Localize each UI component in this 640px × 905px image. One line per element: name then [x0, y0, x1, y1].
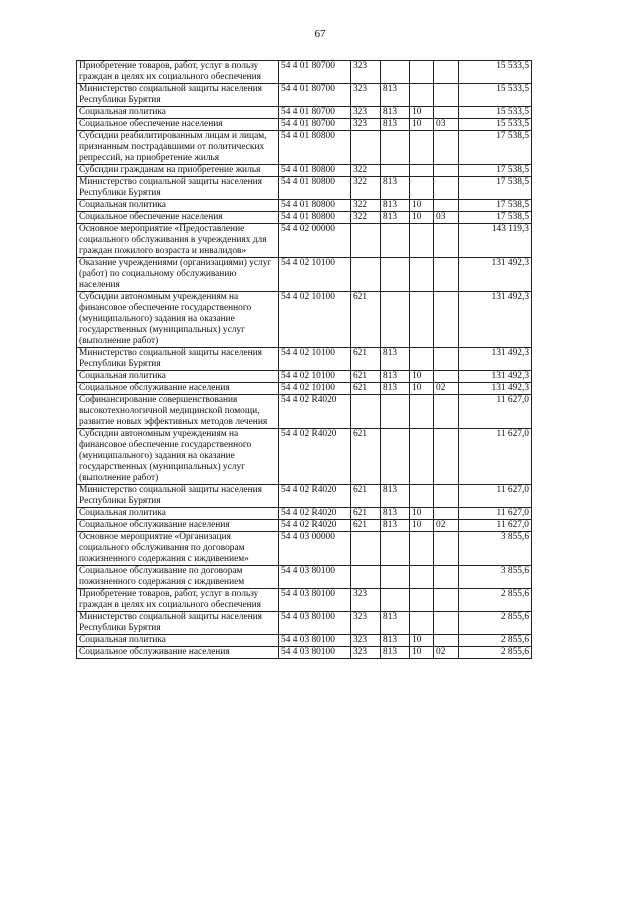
row-target-code: 54 4 03 80100 [279, 589, 351, 612]
row-subsection [434, 224, 459, 258]
row-expense-type: 323 [351, 119, 381, 131]
row-grbs: 813 [381, 520, 410, 532]
row-expense-type [351, 131, 381, 165]
row-target-code: 54 4 02 R4020 [279, 429, 351, 485]
row-grbs [381, 258, 410, 292]
row-grbs: 813 [381, 200, 410, 212]
row-section [410, 177, 434, 200]
table-row [77, 177, 532, 200]
row-subsection [434, 589, 459, 612]
row-name: Социальная политика [77, 508, 279, 520]
row-target-code: 54 4 01 80700 [279, 84, 351, 107]
row-name: Министерство социальной защиты населения Республики Бурятия [77, 177, 279, 200]
row-amount: 131 492,3 [459, 348, 532, 371]
row-subsection: 02 [434, 520, 459, 532]
table-row [77, 429, 532, 485]
row-target-code: 54 4 03 80100 [279, 566, 351, 589]
row-section [410, 131, 434, 165]
row-target-code: 54 4 03 00000 [279, 532, 351, 566]
row-grbs: 813 [381, 612, 410, 635]
table-row [77, 647, 532, 659]
table-row [77, 395, 532, 429]
row-amount: 15 533,5 [459, 119, 532, 131]
row-name: Субсидии реабилитированным лицам и лицам, признанным пострадавшими от политических репрессий, на приобретение жилья [77, 131, 279, 165]
row-section [410, 532, 434, 566]
row-grbs [381, 395, 410, 429]
table-row [77, 84, 532, 107]
row-subsection [434, 635, 459, 647]
table-row [77, 371, 532, 383]
row-section [410, 485, 434, 508]
row-grbs: 813 [381, 84, 410, 107]
row-section: 10 [410, 508, 434, 520]
row-expense-type: 323 [351, 647, 381, 659]
table-row [77, 61, 532, 84]
table-row [77, 258, 532, 292]
table-row [77, 165, 532, 177]
row-expense-type: 621 [351, 348, 381, 371]
row-section [410, 348, 434, 371]
row-subsection [434, 612, 459, 635]
table-row [77, 532, 532, 566]
row-target-code: 54 4 01 80800 [279, 177, 351, 200]
row-expense-type: 323 [351, 61, 381, 84]
row-name: Социальное обеспечение населения [77, 119, 279, 131]
row-subsection [434, 348, 459, 371]
row-amount: 11 627,0 [459, 429, 532, 485]
row-name: Основное мероприятие «Организация социального обслуживания по договорам пожизненного содержания с иждивением» [77, 532, 279, 566]
table-row [77, 383, 532, 395]
row-amount: 15 533,5 [459, 107, 532, 119]
row-subsection [434, 566, 459, 589]
row-amount: 131 492,3 [459, 371, 532, 383]
row-subsection [434, 485, 459, 508]
row-target-code: 54 4 02 R4020 [279, 395, 351, 429]
row-subsection [434, 395, 459, 429]
row-name: Министерство социальной защиты населения Республики Бурятия [77, 348, 279, 371]
row-target-code: 54 4 02 00000 [279, 224, 351, 258]
row-section: 10 [410, 383, 434, 395]
row-name: Министерство социальной защиты населения Республики Бурятия [77, 612, 279, 635]
row-grbs [381, 131, 410, 165]
row-section [410, 292, 434, 348]
row-amount: 2 855,6 [459, 612, 532, 635]
row-name: Социальное обеспечение населения [77, 212, 279, 224]
row-section [410, 589, 434, 612]
row-name: Субсидии автономным учреждениям на финансовое обеспечение государственного (муниципального) задания на оказание государственных (муниципальных) услуг (выполнение работ) [77, 429, 279, 485]
row-amount: 11 627,0 [459, 520, 532, 532]
row-amount: 15 533,5 [459, 84, 532, 107]
row-expense-type: 621 [351, 485, 381, 508]
row-section [410, 84, 434, 107]
table-row [77, 520, 532, 532]
page-number: 67 [314, 28, 326, 40]
row-target-code: 54 4 02 10100 [279, 292, 351, 348]
row-expense-type: 621 [351, 383, 381, 395]
row-target-code: 54 4 01 80800 [279, 131, 351, 165]
row-section [410, 258, 434, 292]
row-expense-type: 621 [351, 508, 381, 520]
row-subsection [434, 429, 459, 485]
row-target-code: 54 4 01 80800 [279, 212, 351, 224]
row-name: Социальное обслуживание населения [77, 383, 279, 395]
row-grbs: 813 [381, 177, 410, 200]
row-target-code: 54 4 02 R4020 [279, 508, 351, 520]
row-grbs: 813 [381, 508, 410, 520]
row-name: Социальная политика [77, 200, 279, 212]
row-section: 10 [410, 635, 434, 647]
row-section [410, 395, 434, 429]
row-target-code: 54 4 01 80700 [279, 61, 351, 84]
row-subsection [434, 292, 459, 348]
row-subsection: 03 [434, 212, 459, 224]
row-subsection [434, 165, 459, 177]
row-name: Оказание учреждениями (организациями) услуг (работ) по социальному обслуживанию населения [77, 258, 279, 292]
row-subsection [434, 371, 459, 383]
row-expense-type [351, 532, 381, 566]
row-section [410, 165, 434, 177]
row-name: Приобретение товаров, работ, услуг в пользу граждан в целях их социального обеспечения [77, 589, 279, 612]
row-amount: 2 855,6 [459, 635, 532, 647]
row-grbs: 813 [381, 119, 410, 131]
row-target-code: 54 4 02 10100 [279, 258, 351, 292]
row-amount: 131 492,3 [459, 258, 532, 292]
row-target-code: 54 4 02 10100 [279, 383, 351, 395]
row-name: Социальная политика [77, 371, 279, 383]
row-expense-type [351, 258, 381, 292]
row-amount: 2 855,6 [459, 647, 532, 659]
table-row [77, 635, 532, 647]
row-section: 10 [410, 107, 434, 119]
row-section [410, 612, 434, 635]
table-row [77, 212, 532, 224]
row-expense-type: 323 [351, 612, 381, 635]
row-expense-type [351, 224, 381, 258]
table-row [77, 131, 532, 165]
row-grbs [381, 566, 410, 589]
row-amount: 17 538,5 [459, 200, 532, 212]
row-name: Субсидии гражданам на приобретение жилья [77, 165, 279, 177]
table-row [77, 292, 532, 348]
row-expense-type: 621 [351, 520, 381, 532]
row-name: Приобретение товаров, работ, услуг в пользу граждан в целях их социального обеспечения [77, 61, 279, 84]
row-amount: 11 627,0 [459, 508, 532, 520]
row-subsection [434, 258, 459, 292]
row-target-code: 54 4 03 80100 [279, 635, 351, 647]
row-name: Министерство социальной защиты населения Республики Бурятия [77, 485, 279, 508]
row-subsection: 02 [434, 383, 459, 395]
row-section [410, 61, 434, 84]
row-name: Министерство социальной защиты населения Республики Бурятия [77, 84, 279, 107]
row-amount: 17 538,5 [459, 165, 532, 177]
row-target-code: 54 4 02 R4020 [279, 520, 351, 532]
row-expense-type [351, 395, 381, 429]
row-grbs [381, 165, 410, 177]
row-section: 10 [410, 520, 434, 532]
row-expense-type [351, 566, 381, 589]
row-grbs [381, 589, 410, 612]
row-target-code: 54 4 02 R4020 [279, 485, 351, 508]
row-grbs: 813 [381, 348, 410, 371]
row-target-code: 54 4 02 10100 [279, 348, 351, 371]
row-grbs [381, 292, 410, 348]
table-row [77, 508, 532, 520]
row-target-code: 54 4 01 80700 [279, 107, 351, 119]
row-target-code: 54 4 03 80100 [279, 612, 351, 635]
row-name: Социальное обслуживание населения [77, 520, 279, 532]
row-expense-type: 621 [351, 371, 381, 383]
row-name: Социальное обслуживание населения [77, 647, 279, 659]
row-subsection: 03 [434, 119, 459, 131]
row-section [410, 429, 434, 485]
row-target-code: 54 4 03 80100 [279, 647, 351, 659]
table-row [77, 200, 532, 212]
row-name: Софинансирование совершенствования высокотехнологичной медицинской помощи, развитие новых эффективных методов лечения [77, 395, 279, 429]
table-row [77, 566, 532, 589]
row-grbs [381, 532, 410, 566]
row-section [410, 566, 434, 589]
row-amount: 11 627,0 [459, 485, 532, 508]
row-expense-type: 322 [351, 212, 381, 224]
row-section: 10 [410, 212, 434, 224]
row-target-code: 54 4 01 80800 [279, 200, 351, 212]
row-subsection [434, 84, 459, 107]
row-subsection [434, 200, 459, 212]
row-subsection [434, 131, 459, 165]
row-grbs: 813 [381, 635, 410, 647]
row-amount: 17 538,5 [459, 177, 532, 200]
row-name: Социальная политика [77, 107, 279, 119]
row-target-code: 54 4 01 80700 [279, 119, 351, 131]
row-amount: 3 855,6 [459, 566, 532, 589]
row-amount: 17 538,5 [459, 131, 532, 165]
row-expense-type: 322 [351, 165, 381, 177]
budget-table [76, 60, 532, 659]
table-row [77, 107, 532, 119]
row-section: 10 [410, 371, 434, 383]
row-expense-type: 323 [351, 589, 381, 612]
row-subsection [434, 107, 459, 119]
row-section: 10 [410, 119, 434, 131]
row-amount: 3 855,6 [459, 532, 532, 566]
row-amount: 15 533,5 [459, 61, 532, 84]
row-subsection [434, 61, 459, 84]
row-expense-type: 621 [351, 292, 381, 348]
table-row [77, 485, 532, 508]
row-amount: 11 627,0 [459, 395, 532, 429]
row-amount: 2 855,6 [459, 589, 532, 612]
row-amount: 143 119,3 [459, 224, 532, 258]
row-target-code: 54 4 01 80800 [279, 165, 351, 177]
row-grbs [381, 429, 410, 485]
row-grbs [381, 61, 410, 84]
row-name: Субсидии автономным учреждениям на финансовое обеспечение государственного (муниципального) задания на оказание государственных (муниципальных) услуг (выполнение работ) [77, 292, 279, 348]
row-grbs: 813 [381, 212, 410, 224]
row-grbs: 813 [381, 647, 410, 659]
row-expense-type: 322 [351, 177, 381, 200]
row-subsection [434, 532, 459, 566]
row-amount: 131 492,3 [459, 292, 532, 348]
table-row [77, 589, 532, 612]
row-amount: 17 538,5 [459, 212, 532, 224]
row-expense-type: 323 [351, 635, 381, 647]
row-grbs [381, 224, 410, 258]
row-grbs: 813 [381, 383, 410, 395]
row-grbs: 813 [381, 485, 410, 508]
row-target-code: 54 4 02 10100 [279, 371, 351, 383]
row-expense-type: 323 [351, 84, 381, 107]
row-expense-type: 322 [351, 200, 381, 212]
row-subsection [434, 177, 459, 200]
table-row [77, 119, 532, 131]
row-name: Социальное обслуживание по договорам пожизненного содержания с иждивением [77, 566, 279, 589]
row-subsection: 02 [434, 647, 459, 659]
row-section: 10 [410, 200, 434, 212]
row-amount: 131 492,3 [459, 383, 532, 395]
row-expense-type: 323 [351, 107, 381, 119]
row-section: 10 [410, 647, 434, 659]
row-grbs: 813 [381, 371, 410, 383]
table-row [77, 612, 532, 635]
row-name: Основное мероприятие «Предоставление социального обслуживания в учреждениях для граждан пожилого возраста и инвалидов» [77, 224, 279, 258]
row-grbs: 813 [381, 107, 410, 119]
row-name: Социальная политика [77, 635, 279, 647]
row-expense-type: 621 [351, 429, 381, 485]
table-row [77, 224, 532, 258]
row-subsection [434, 508, 459, 520]
table-row [77, 348, 532, 371]
row-section [410, 224, 434, 258]
